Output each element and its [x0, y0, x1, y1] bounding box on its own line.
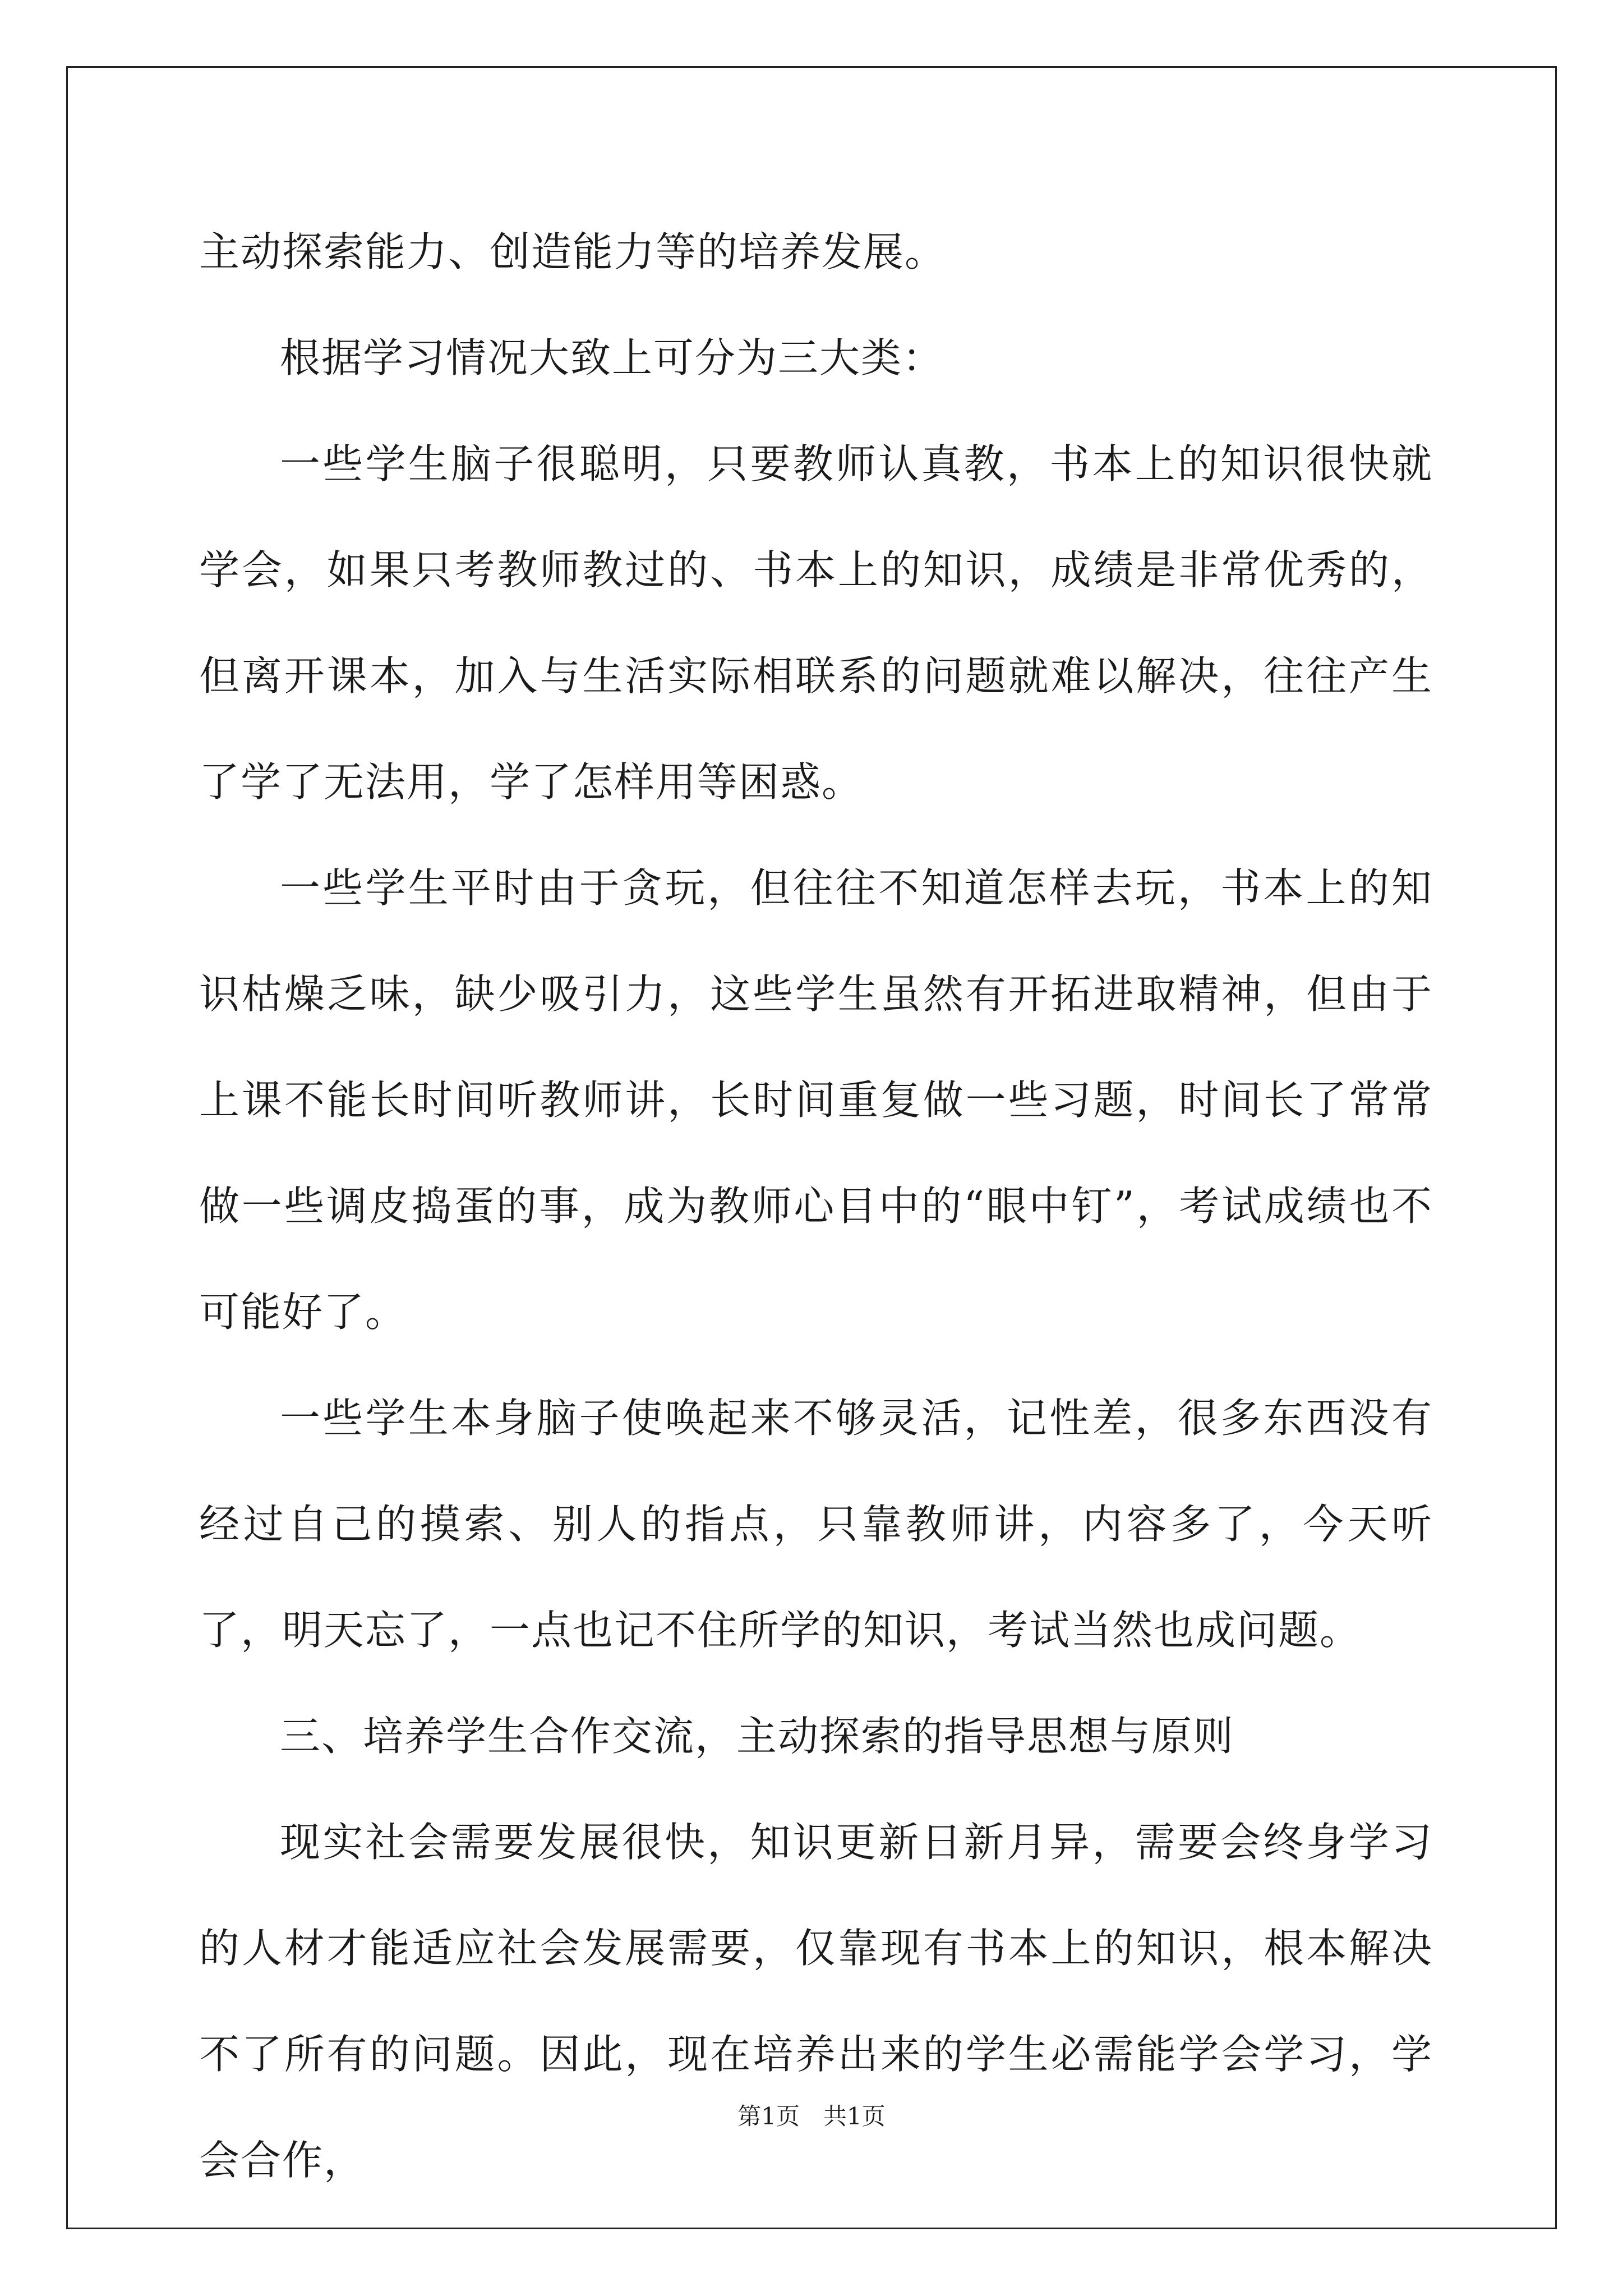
paragraph-6: 现实社会需要发展很快，知识更新日新月异，需要会终身学习的人材才能适应社会发展需要，仅靠现有书本上的知识，根本解决不了所有的问题。因此，现在培养出来的学生必需能学会学习，学会合作， [199, 1819, 1433, 2184]
page-footer [0, 2098, 1623, 2132]
page-number: 第1页 [737, 2102, 800, 2130]
page-total: 共1页 [823, 2102, 886, 2130]
document-body [199, 199, 1433, 2214]
section-heading-3: 三、培养学生合作交流，主动探索的指导思想与原则 [280, 1713, 1235, 1760]
paragraph-1: 主动探索能力、创造能力等的培养发展。 [199, 228, 947, 275]
paragraph-2: 根据学习情况大致上可分为三大类： [280, 334, 944, 381]
paragraph-4: 一些学生平时由于贪玩，但往往不知道怎样去玩，书本上的知识枯燥乏味，缺少吸引力，这些学生虽然有开拓进取精神，但由于上课不能长时间听教师讲，长时间重复做一些习题，时间长了常常做一些调皮捣蛋的事，成为教师心目中的“眼中钉”，考试成绩也不可能好了。 [199, 864, 1433, 1336]
paragraph-3: 一些学生脑子很聪明，只要教师认真教，书本上的知识很快就学会，如果只考教师教过的、书本上的知识，成绩是非常优秀的，但离开课本，加入与生活实际相联系的问题就难以解决，往往产生了学了无法用，学了怎样用等困惑。 [199, 440, 1433, 806]
paragraph-5: 一些学生本身脑子使唤起来不够灵活，记性差，很多东西没有经过自己的摸索、别人的指点，只靠教师讲，内容多了，今天听了，明天忘了，一点也记不住所学的知识，考试当然也成问题。 [199, 1395, 1433, 1654]
